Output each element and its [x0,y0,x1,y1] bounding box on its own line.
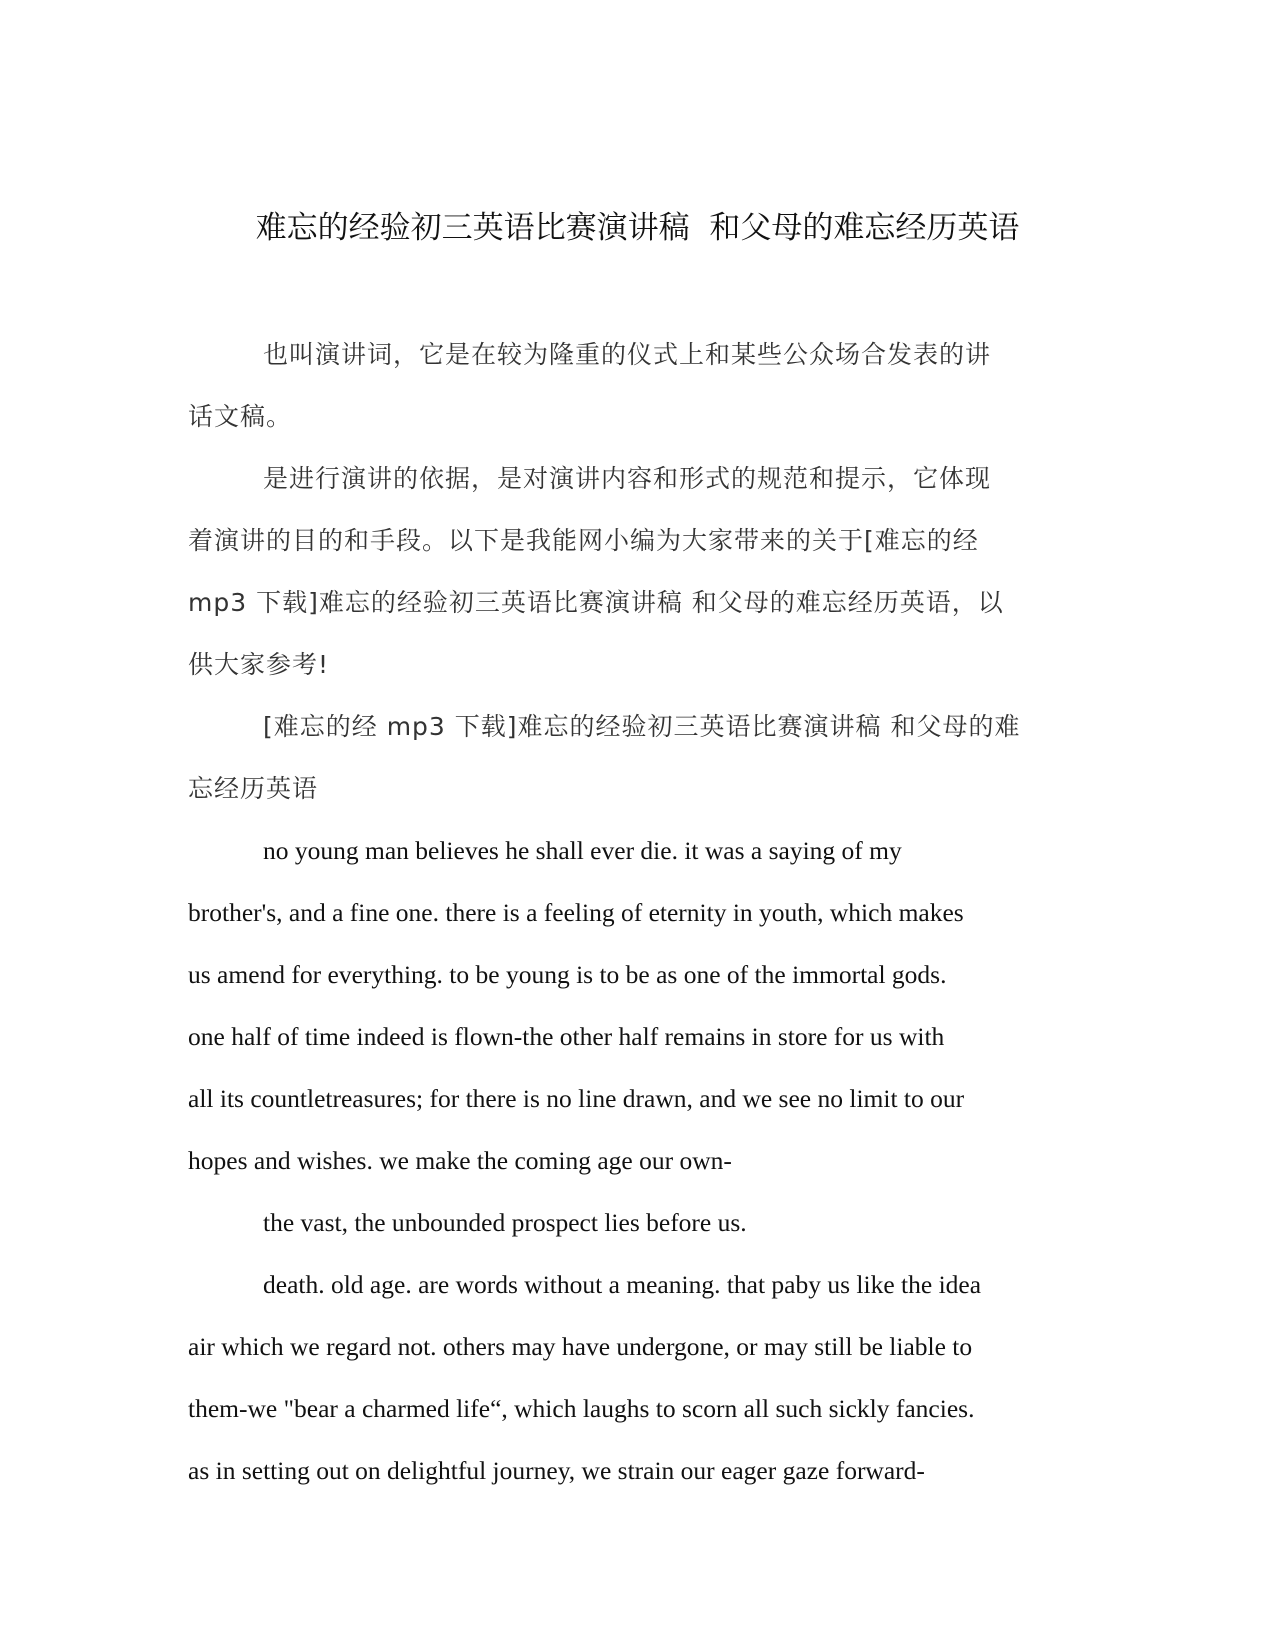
body-line: 供大家参考! [188,650,330,679]
body-line: [难忘的经 mp3 下载]难忘的经验初三英语比赛演讲稿 和父母的难 [263,712,1021,741]
body-line: mp3 下载]难忘的经验初三英语比赛演讲稿 和父母的难忘经历英语，以 [188,588,1004,617]
document-body [188,324,1088,1502]
body-line: brother's, and a fine one. there is a feeling of eternity in youth, which makes [188,898,964,927]
body-line: 也叫演讲词，它是在较为隆重的仪式上和某些公众场合发表的讲 [263,340,992,369]
body-line: 是进行演讲的依据，是对演讲内容和形式的规范和提示，它体现 [263,464,992,493]
body-line: all its countletreasures; for there is no line drawn, and we see no limit to our [188,1084,965,1113]
body-line: no young man believes he shall ever die. it was a saying of my [263,836,902,865]
body-line: the vast, the unbounded prospect lies before us. [263,1208,747,1237]
body-line: as in setting out on delightful journey, we strain our eager gaze forward- [188,1456,925,1485]
body-line: one half of time indeed is flown-the other half remains in store for us with [188,1022,945,1051]
body-line: 忘经历英语 [188,774,319,803]
body-line: 话文稿。 [188,402,293,431]
document-title: 难忘的经验初三英语比赛演讲稿 和父母的难忘经历英语 [255,210,1020,246]
body-line: 着演讲的目的和手段。以下是我能网小编为大家带来的关于[难忘的经 [188,526,979,555]
body-line: us amend for everything. to be young is to be as one of the immortal gods. [188,960,947,989]
body-line: them-we "bear a charmed life“, which laughs to scorn all such sickly fancies. [188,1394,975,1423]
body-line: death. old age. are words without a meaning. that paby us like the idea [263,1270,982,1299]
body-line: hopes and wishes. we make the coming age our own- [188,1146,732,1175]
body-line: air which we regard not. others may have undergone, or may still be liable to [188,1332,973,1361]
